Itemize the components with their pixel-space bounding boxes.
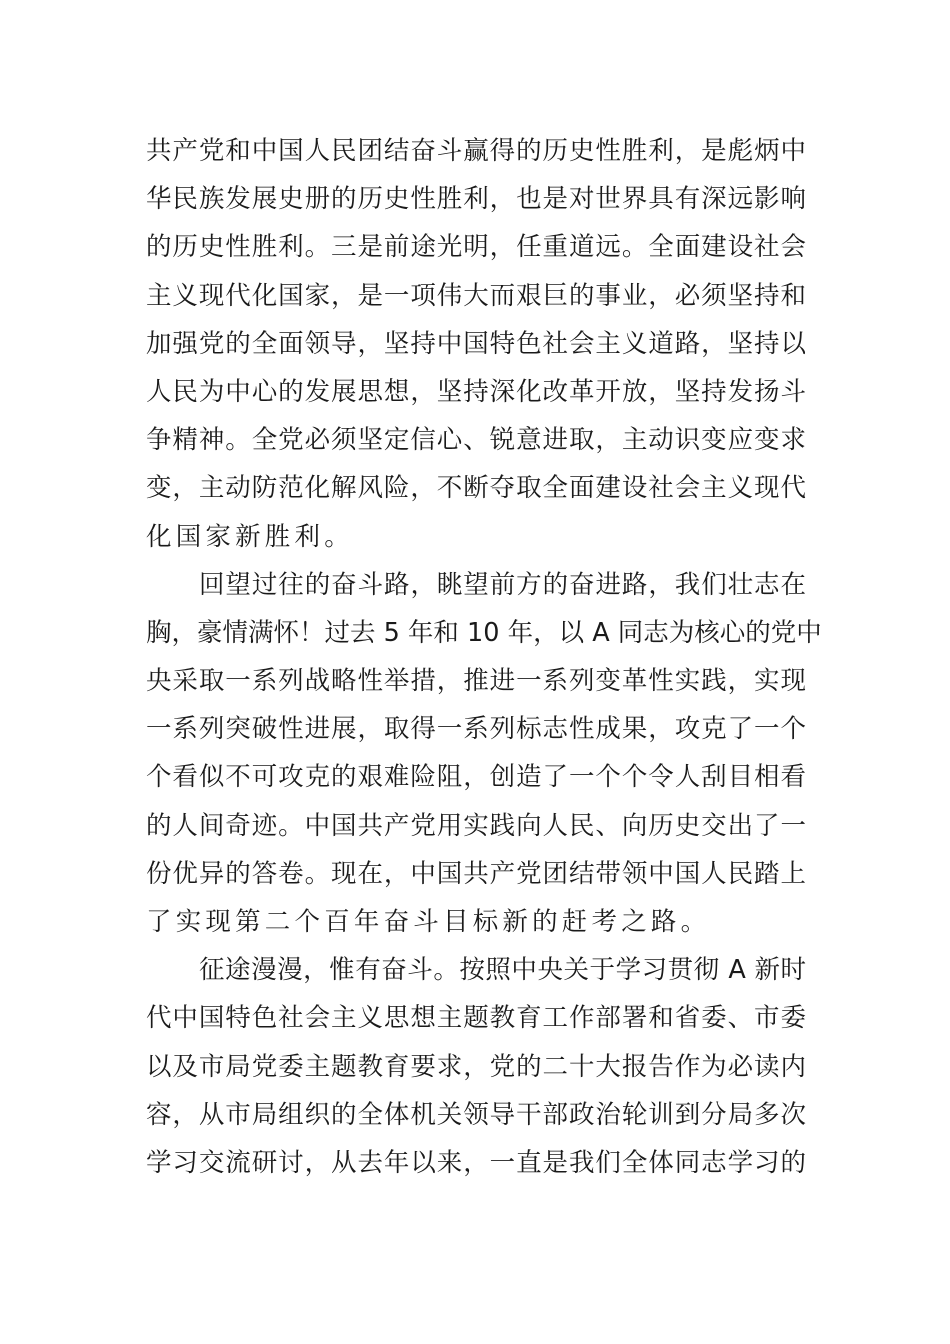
paragraph (146, 561, 822, 947)
paragraph (146, 946, 806, 1187)
text-line: 的历史性胜利。三是前途光明，任重道远。全面建设社会 (146, 232, 806, 263)
text-line: 回望过往的奋斗路，眺望前方的奋进路，我们壮志在 (199, 569, 806, 600)
text-line: 加强党的全面领导，坚持中国特色社会主义道路，坚持以 (146, 328, 806, 359)
text-line: 征途漫漫，惟有奋斗。按照中央关于学习贯彻 A 新时 (199, 955, 806, 986)
text-line: 主义现代化国家，是一项伟大而艰巨的事业，必须坚持和 (146, 280, 806, 311)
text-line: 人民为中心的发展思想，坚持深化改革开放，坚持发扬斗 (146, 376, 806, 407)
text-line: 变，主动防范化解风险，不断夺取全面建设社会主义现代 (146, 473, 806, 504)
text-line: 央采取一系列战略性举措，推进一系列变革性实践，实现 (146, 666, 806, 697)
text-line: 以及市局党委主题教育要求，党的二十大报告作为必读内 (146, 1051, 806, 1082)
text-line: 华民族发展史册的历史性胜利，也是对世界具有深远影响 (146, 184, 806, 215)
text-line: 共产党和中国人民团结奋斗赢得的历史性胜利，是彪炳中 (146, 136, 806, 166)
text-line: 化国家新胜利。 (146, 521, 354, 552)
text-line: 的人间奇迹。中国共产党用实践向人民、向历史交出了一 (146, 810, 806, 841)
text-line: 代中国特色社会主义思想主题教育工作部署和省委、市委 (146, 1003, 806, 1034)
body-text (146, 127, 822, 1187)
text-line: 胸，豪情满怀！过去 5 年和 10 年，以 A 同志为核心的党中 (146, 617, 822, 648)
paragraph (146, 127, 806, 561)
text-line: 份优异的答卷。现在，中国共产党团结带领中国人民踏上 (146, 858, 806, 889)
text-line: 争精神。全党必须坚定信心、锐意进取，主动识变应变求 (146, 425, 806, 456)
text-line: 个看似不可攻克的艰难险阻，创造了一个个令人刮目相看 (146, 762, 806, 793)
text-line: 了实现第二个百年奋斗目标新的赶考之路。 (146, 907, 711, 937)
text-line: 一系列突破性进展，取得一系列标志性成果，攻克了一个 (146, 714, 806, 745)
text-line: 学习交流研讨，从去年以来，一直是我们全体同志学习的 (146, 1147, 806, 1178)
text-line: 容，从市局组织的全体机关领导干部政治轮训到分局多次 (146, 1099, 806, 1130)
